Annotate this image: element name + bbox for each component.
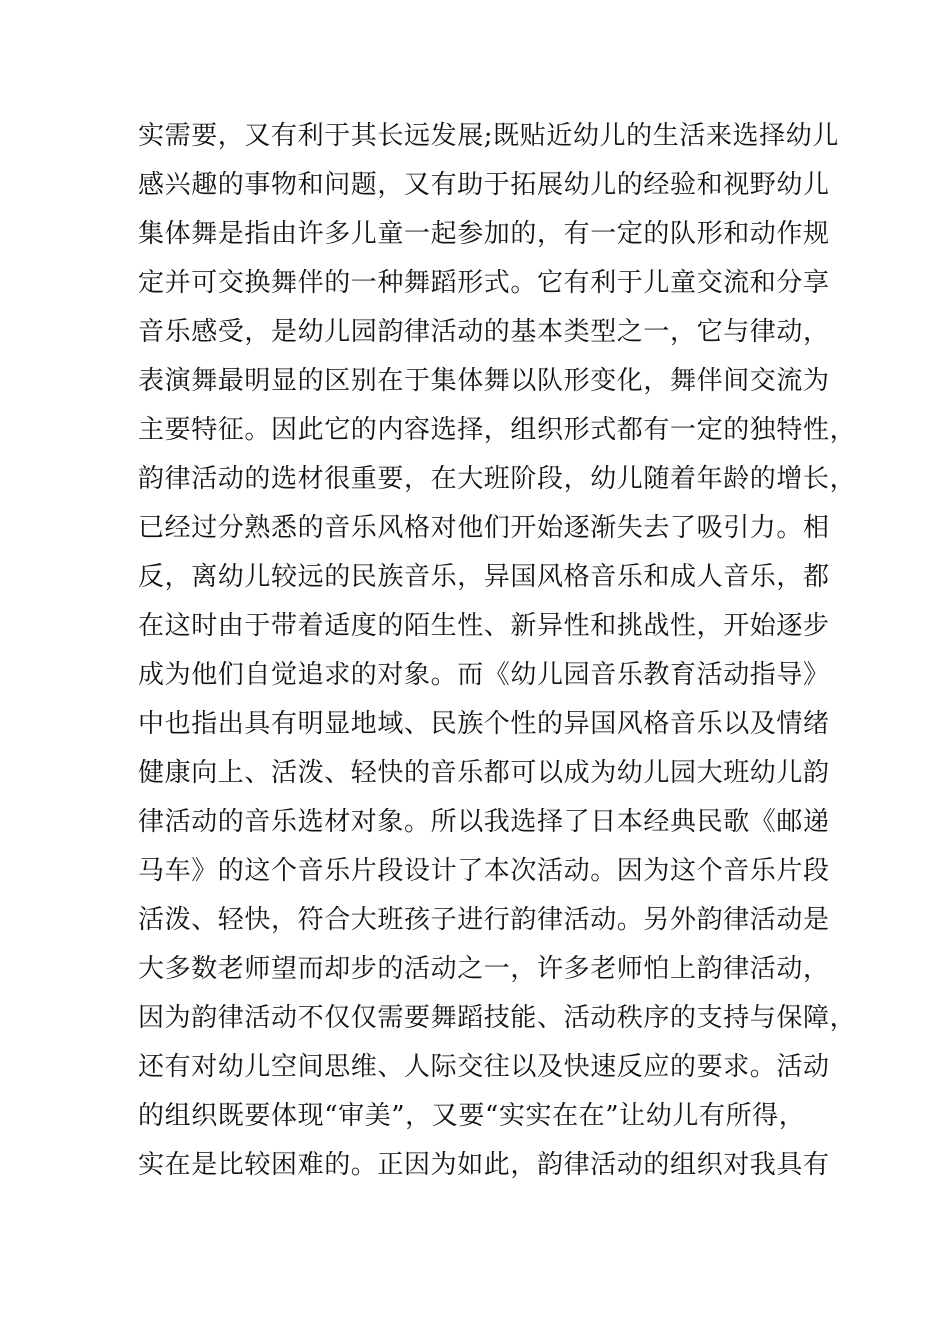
text-line-5: 音乐感受，是幼儿园韵律活动的基本类型之一，它与律动，	[138, 317, 830, 347]
text-line-19: 因为韵律活动不仅仅需要舞蹈技能、活动秩序的支持与保障，	[138, 1003, 857, 1033]
text-line-13: 中也指出具有明显地域、民族个性的异国风格音乐以及情绪	[138, 709, 830, 739]
text-line-2: 感兴趣的事物和问题，又有助于拓展幼儿的经验和视野幼儿	[138, 170, 830, 200]
text-line-16: 马车》的这个音乐片段设计了本次活动。因为这个音乐片段	[138, 856, 830, 886]
text-line-15: 律活动的音乐选材对象。所以我选择了日本经典民歌《邮递	[138, 807, 830, 837]
text-line-10: 反，离幼儿较远的民族音乐，异国风格音乐和成人音乐，都	[138, 562, 830, 592]
text-line-4: 定并可交换舞伴的一种舞蹈形式。它有利于儿童交流和分享	[138, 268, 830, 298]
text-line-17: 活泼、轻快，符合大班孩子进行韵律活动。另外韵律活动是	[138, 905, 830, 935]
text-line-22: 实在是比较困难的。正因为如此，韵律活动的组织对我具有	[138, 1150, 830, 1180]
text-line-18: 大多数老师望而却步的活动之一，许多老师怕上韵律活动，	[138, 954, 830, 984]
text-line-14: 健康向上、活泼、轻快的音乐都可以成为幼儿园大班幼儿韵	[138, 758, 830, 788]
text-line-12: 成为他们自觉追求的对象。而《幼儿园音乐教育活动指导》	[138, 660, 830, 690]
text-line-9: 已经过分熟悉的音乐风格对他们开始逐渐失去了吸引力。相	[138, 513, 830, 543]
text-line-11: 在这时由于带着适度的陌生性、新异性和挑战性，开始逐步	[138, 611, 830, 641]
text-line-7: 主要特征。因此它的内容选择，组织形式都有一定的独特性，	[138, 415, 857, 445]
text-line-1: 实需要，又有利于其长远发展;既贴近幼儿的生活来选择幼儿	[138, 121, 839, 151]
text-line-21: 的组织既要体现“审美”，又要“实实在在”让幼儿有所得，	[138, 1101, 806, 1131]
body-text	[138, 112, 857, 1190]
text-line-3: 集体舞是指由许多儿童一起参加的，有一定的队形和动作规	[138, 219, 830, 249]
text-line-6: 表演舞最明显的区别在于集体舞以队形变化，舞伴间交流为	[138, 366, 830, 396]
text-line-8: 韵律活动的选材很重要，在大班阶段，幼儿随着年龄的增长，	[138, 464, 857, 494]
text-line-20: 还有对幼儿空间思维、人际交往以及快速反应的要求。活动	[138, 1052, 830, 1082]
